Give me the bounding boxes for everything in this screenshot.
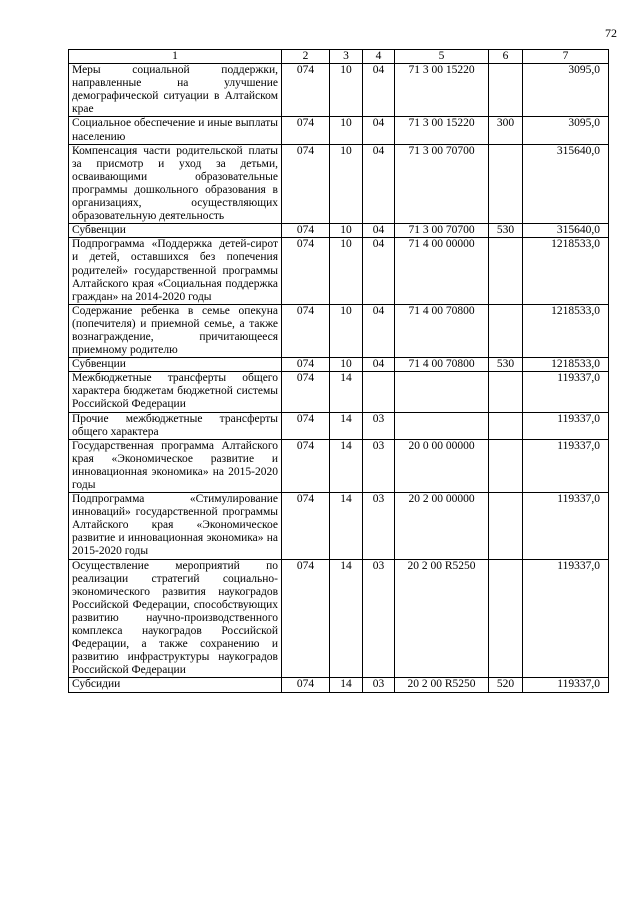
row-target-article <box>395 412 489 439</box>
row-expense-type <box>489 439 523 492</box>
header-row <box>69 50 609 64</box>
row-subsection: 04 <box>363 358 395 372</box>
row-expense-type: 300 <box>489 117 523 144</box>
row-subsection: 04 <box>363 224 395 238</box>
row-amount: 119337,0 <box>523 493 609 559</box>
table-row <box>69 678 609 692</box>
row-amount: 1218533,0 <box>523 304 609 357</box>
row-amount: 119337,0 <box>523 678 609 692</box>
table-row <box>69 358 609 372</box>
row-section: 14 <box>330 678 363 692</box>
table-row <box>69 412 609 439</box>
row-section: 10 <box>330 238 363 304</box>
table-row <box>69 439 609 492</box>
row-expense-type <box>489 238 523 304</box>
row-expense-type <box>489 493 523 559</box>
row-amount: 119337,0 <box>523 559 609 678</box>
row-section: 10 <box>330 304 363 357</box>
row-section: 10 <box>330 144 363 224</box>
row-subsection: 03 <box>363 559 395 678</box>
row-target-article: 71 3 00 15220 <box>395 64 489 117</box>
row-amount: 119337,0 <box>523 439 609 492</box>
row-amount: 119337,0 <box>523 412 609 439</box>
table-row <box>69 304 609 357</box>
row-subsection: 04 <box>363 117 395 144</box>
row-amount: 3095,0 <box>523 64 609 117</box>
row-subsection: 03 <box>363 412 395 439</box>
row-section: 14 <box>330 372 363 412</box>
table-row <box>69 372 609 412</box>
budget-table <box>68 49 609 693</box>
row-name: Подпрограмма «Поддержка детей-сирот и детей, оставшихся без попечения родителей» государственной программы Алтайского края «Социальная поддержка граждан» на 2014-2020 годы <box>69 238 282 304</box>
row-ministry-code: 074 <box>282 493 330 559</box>
header-cell-4: 4 <box>363 50 395 64</box>
row-name: Субвенции <box>69 358 282 372</box>
row-name: Подпрограмма «Стимулирование инноваций» государственной программы Алтайского края «Экономическое развитие и инновационная экономика» на 2015-2020 годы <box>69 493 282 559</box>
row-section: 14 <box>330 412 363 439</box>
header-cell-7: 7 <box>523 50 609 64</box>
row-name: Межбюджетные трансферты общего характера бюджетам бюджетной системы Российской Федерации <box>69 372 282 412</box>
row-subsection: 04 <box>363 304 395 357</box>
row-target-article: 20 2 00 R5250 <box>395 559 489 678</box>
row-name: Субвенции <box>69 224 282 238</box>
row-target-article: 71 4 00 70800 <box>395 358 489 372</box>
row-expense-type <box>489 144 523 224</box>
table-row <box>69 238 609 304</box>
row-amount: 315640,0 <box>523 224 609 238</box>
row-name: Субсидии <box>69 678 282 692</box>
row-ministry-code: 074 <box>282 238 330 304</box>
row-expense-type <box>489 304 523 357</box>
row-name: Государственная программа Алтайского края «Экономическое развитие и инновационная экономика» на 2015-2020 годы <box>69 439 282 492</box>
row-name: Меры социальной поддержки, направленные на улучшение демографической ситуации в Алтайском крае <box>69 64 282 117</box>
table-row <box>69 493 609 559</box>
row-section: 14 <box>330 559 363 678</box>
row-section: 14 <box>330 439 363 492</box>
row-section: 10 <box>330 358 363 372</box>
row-amount: 119337,0 <box>523 372 609 412</box>
row-subsection: 04 <box>363 64 395 117</box>
row-target-article: 71 3 00 15220 <box>395 117 489 144</box>
row-ministry-code: 074 <box>282 224 330 238</box>
header-cell-3: 3 <box>330 50 363 64</box>
row-name: Социальное обеспечение и иные выплаты населению <box>69 117 282 144</box>
header-cell-1: 1 <box>69 50 282 64</box>
row-ministry-code: 074 <box>282 64 330 117</box>
row-subsection: 03 <box>363 678 395 692</box>
row-ministry-code: 074 <box>282 439 330 492</box>
row-ministry-code: 074 <box>282 412 330 439</box>
row-target-article: 71 4 00 00000 <box>395 238 489 304</box>
row-expense-type <box>489 559 523 678</box>
row-target-article: 71 4 00 70800 <box>395 304 489 357</box>
header-cell-5: 5 <box>395 50 489 64</box>
row-ministry-code: 074 <box>282 304 330 357</box>
row-section: 10 <box>330 64 363 117</box>
row-target-article: 71 3 00 70700 <box>395 224 489 238</box>
row-ministry-code: 074 <box>282 372 330 412</box>
row-expense-type <box>489 64 523 117</box>
table-row <box>69 224 609 238</box>
row-target-article: 20 2 00 R5250 <box>395 678 489 692</box>
row-expense-type <box>489 412 523 439</box>
table-row <box>69 559 609 678</box>
row-expense-type: 520 <box>489 678 523 692</box>
table-row <box>69 117 609 144</box>
row-target-article: 20 0 00 00000 <box>395 439 489 492</box>
row-name: Содержание ребенка в семье опекуна (попечителя) и приемной семье, а также вознаграждение, причитающееся приемному родителю <box>69 304 282 357</box>
row-amount: 315640,0 <box>523 144 609 224</box>
row-subsection: 03 <box>363 439 395 492</box>
header-cell-6: 6 <box>489 50 523 64</box>
row-subsection <box>363 372 395 412</box>
page-number: 72 <box>605 26 617 40</box>
row-expense-type: 530 <box>489 224 523 238</box>
row-name: Прочие межбюджетные трансферты общего характера <box>69 412 282 439</box>
table-body <box>69 64 609 692</box>
row-ministry-code: 074 <box>282 144 330 224</box>
row-section: 14 <box>330 493 363 559</box>
row-ministry-code: 074 <box>282 559 330 678</box>
row-target-article <box>395 372 489 412</box>
row-ministry-code: 074 <box>282 678 330 692</box>
row-name: Компенсация части родительской платы за присмотр и уход за детьми, осваивающими образовательные программы дошкольного образования в организациях, осуществляющих образовательную деятельность <box>69 144 282 224</box>
row-amount: 3095,0 <box>523 117 609 144</box>
row-amount: 1218533,0 <box>523 238 609 304</box>
table-row <box>69 144 609 224</box>
row-name: Осуществление мероприятий по реализации стратегий социально-экономического развития наукоградов Российской Федерации, способствующих развитию научно-производственного комплекса наукоградов Российской Федерации, а также сохранению и развитию инфраструктуры наукоградов Российской Федерации <box>69 559 282 678</box>
row-subsection: 03 <box>363 493 395 559</box>
row-subsection: 04 <box>363 238 395 304</box>
table-row <box>69 64 609 117</box>
row-ministry-code: 074 <box>282 117 330 144</box>
row-expense-type: 530 <box>489 358 523 372</box>
row-section: 10 <box>330 224 363 238</box>
row-section: 10 <box>330 117 363 144</box>
row-ministry-code: 074 <box>282 358 330 372</box>
header-cell-2: 2 <box>282 50 330 64</box>
row-target-article: 71 3 00 70700 <box>395 144 489 224</box>
row-subsection: 04 <box>363 144 395 224</box>
row-amount: 1218533,0 <box>523 358 609 372</box>
row-expense-type <box>489 372 523 412</box>
row-target-article: 20 2 00 00000 <box>395 493 489 559</box>
